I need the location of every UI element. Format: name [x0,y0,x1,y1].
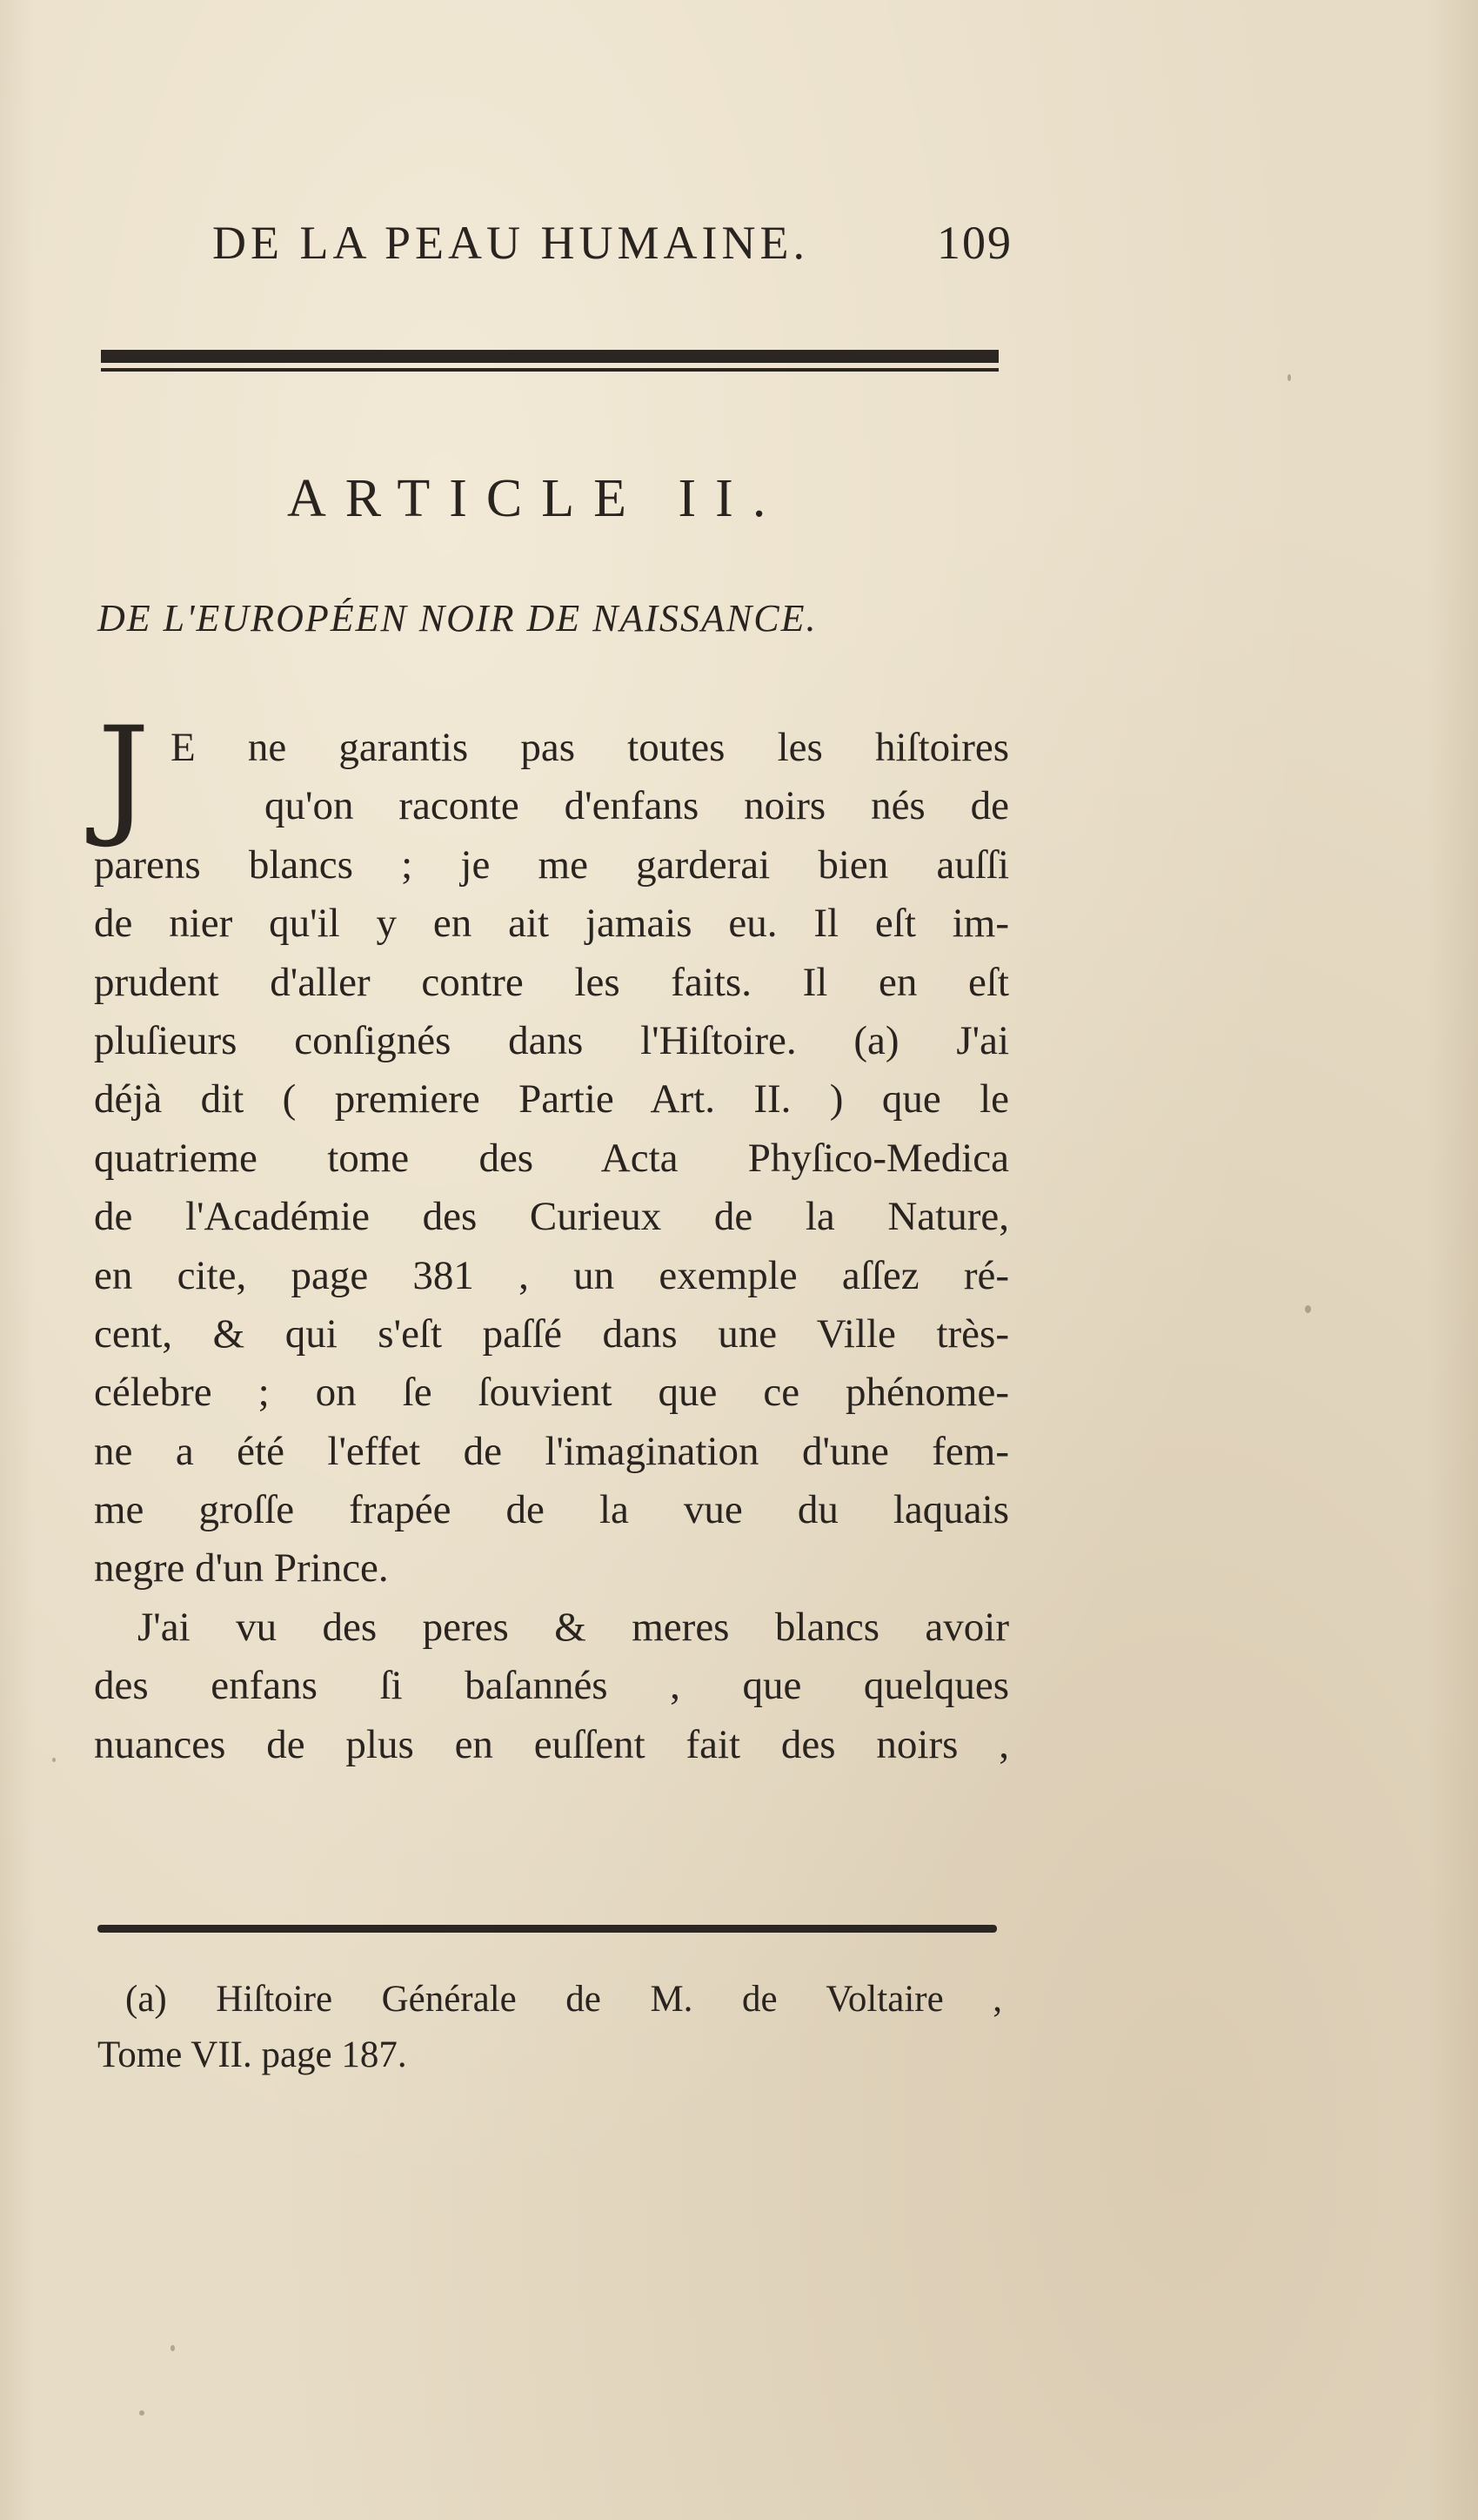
text-line: J'ai vu des peres & meres blancs avoir [137,1604,1009,1650]
text-line: de l'Académie des Curieux de la Nature, [94,1194,1009,1240]
text-line: prudent d'aller contre les faits. Il en eſt [94,959,1009,1005]
text-line: pluſieurs conſignés dans l'Hiſtoire. (a) J'ai [94,1017,1009,1063]
footnote-line: Tome VII. page 187. [97,2034,407,2075]
text-line: me groſſe frapée de la vue du laquais [94,1487,1009,1533]
paper-speck [52,1758,56,1762]
running-head [212,216,1013,270]
footnote [97,1972,1002,2083]
paper-speck [139,2410,144,2416]
paper-speck [1305,1305,1311,1313]
text-line: E ne garantis pas toutes les hiſtoires [171,725,1009,770]
paper-speck [1287,374,1291,381]
drop-cap: J [97,700,150,851]
text-line: quatrieme tome des Acta Phyſico-Medica [94,1135,1009,1181]
text-line: cent, & qui s'eſt paſſé dans une Ville très- [94,1310,1009,1357]
text-line: qu'on raconte d'enfans noirs nés de [264,783,1009,829]
footnote-rule [97,1925,997,1933]
text-line: ne a été l'effet de l'imagination d'une fem- [94,1428,1009,1474]
running-head-title: DE LA PEAU HUMAINE. [212,217,809,269]
article-heading: ARTICLE II. [287,469,786,528]
text-line: parens blancs ; je me garderai bien auſſi [94,841,1009,888]
text-line: de nier qu'il y en ait jamais eu. Il eſt im- [94,901,1009,947]
text-line: negre d'un Prince. [94,1545,389,1592]
text-line: célebre ; on ſe ſouvient que ce phénome- [94,1370,1009,1416]
text-line: déjà dit ( premiere Partie Art. II. ) que le [94,1076,1009,1123]
body-text [94,700,1009,1774]
paper-speck [171,2345,175,2351]
header-double-rule [101,350,999,372]
text-line: nuances de plus en euſſent fait des noirs , [94,1721,1009,1767]
section-title: DE L'EUROPÉEN NOIR DE NAISSANCE. [97,597,818,640]
page-number: 109 [937,217,1013,269]
text-line: des enfans ſi baſannés , que quelques [94,1663,1009,1709]
footnote-line: (a) Hiſtoire Générale de M. de Voltaire , [125,1979,1002,2020]
text-line: en cite, page 381 , un exemple aſſez ré- [94,1252,1009,1298]
